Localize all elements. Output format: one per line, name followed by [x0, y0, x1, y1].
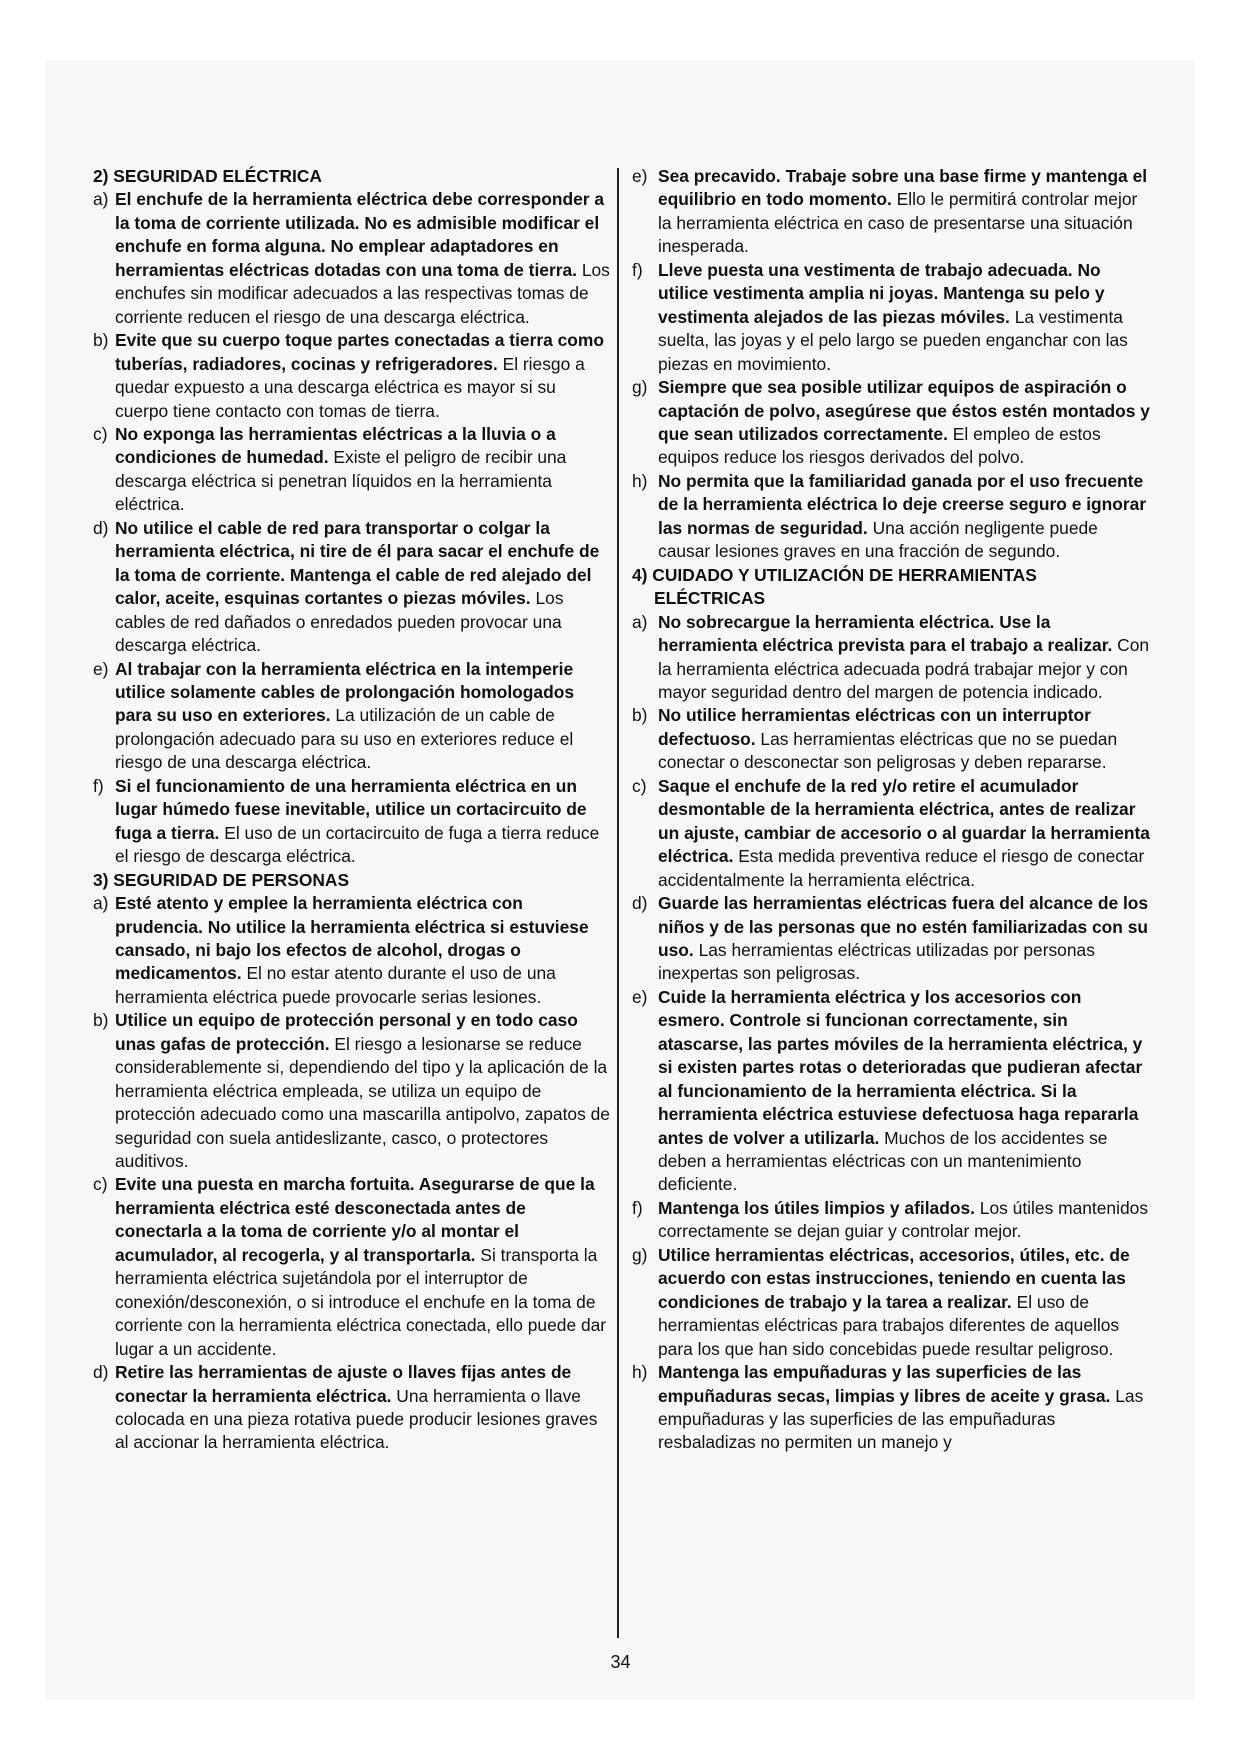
- item-letter: f): [632, 259, 643, 280]
- item-letter: d): [93, 517, 109, 538]
- item-explanation: Los cables de red dañados o enredados pueden provocar una descarga eléctrica.: [115, 588, 564, 656]
- item-explanation: Con la herramienta eléctrica adecuada podrá trabajar mejor y con mayor seguridad dentro del margen de potencia indicado.: [658, 635, 1150, 702]
- safety-item: [93, 775, 613, 869]
- left-column: [93, 165, 613, 1455]
- safety-item: [632, 259, 1152, 376]
- right-column: [632, 165, 1152, 1455]
- item-instruction: No sobrecargue la herramienta eléctrica. Use la herramienta eléctrica prevista para el trabajo a realizar.: [658, 611, 1113, 656]
- item-letter: h): [632, 470, 648, 491]
- section-items: [632, 611, 1152, 1455]
- item-instruction: El enchufe de la herramienta eléctrica debe corresponder a la toma de corriente utilizada. No es admisible modificar el enchufe en forma alguna. No emplear adaptadores en herramientas eléctricas dotadas con una toma de tierra.: [115, 189, 605, 280]
- section-items: [93, 892, 613, 1455]
- item-instruction: Lleve puesta una vestimenta de trabajo adecuada. No utilice vestimenta amplia ni joyas. Mantenga su pelo y vestimenta alejados de las piezas móviles.: [658, 259, 1105, 327]
- item-letter: c): [93, 423, 108, 444]
- item-letter: a): [93, 189, 109, 210]
- page-number: 34: [610, 1652, 631, 1672]
- safety-item: [632, 1361, 1152, 1455]
- item-letter: g): [632, 1244, 648, 1265]
- safety-item: [632, 376, 1152, 470]
- safety-item: [93, 423, 613, 517]
- item-explanation: El uso de un cortacircuito de fuga a tierra reduce el riesgo de descarga eléctrica.: [115, 822, 600, 867]
- item-instruction: Siempre que sea posible utilizar equipos de aspiración o captación de polvo, asegúrese que éstos estén montados y que sean utilizados correctamente.: [658, 377, 1150, 444]
- safety-item: [93, 517, 613, 658]
- item-explanation: El empleo de estos equipos reduce los riesgos derivados del polvo.: [658, 423, 1101, 468]
- item-explanation: Si transporta la herramienta eléctrica sujetándola por el interruptor de conexión/desconexión, o si introduce el enchufe en la toma de corriente con la herramienta eléctrica conectada, ello puede dar lugar a un accidente.: [115, 1244, 607, 1359]
- item-instruction: Utilice un equipo de protección personal y en todo caso unas gafas de protección.: [115, 1010, 578, 1054]
- item-explanation: La utilización de un cable de prolongación adecuado para su uso en exteriores reduce el riesgo de una descarga eléctrica.: [115, 705, 574, 773]
- item-letter: f): [93, 775, 104, 796]
- item-letter: g): [632, 377, 648, 398]
- item-explanation: Ello le permitirá controlar mejor la herramienta eléctrica en caso de presentarse una situación inesperada.: [658, 189, 1138, 257]
- item-explanation: Muchos de los accidentes se deben a herramientas eléctricas con un mantenimiento deficiente.: [658, 1127, 1108, 1195]
- item-letter: a): [632, 611, 648, 632]
- item-instruction: Cuide la herramienta eléctrica y los accesorios con esmero. Controle si funcionan correctamente, sin atascarse, las partes móviles de la herramienta eléctrica, y si existen partes rotas o deterioradas que pudieran afectar al funcionamiento de la herramienta eléctrica. Si la herramienta eléctrica estuviese defectuosa haga repararla antes de volver a utilizarla.: [658, 986, 1143, 1148]
- item-instruction: Si el funcionamiento de una herramienta eléctrica en un lugar húmedo fuese inevitable, utilice un cortacircuito de fuga a tierra.: [115, 775, 587, 843]
- item-instruction: No utilice herramientas eléctricas con un interruptor defectuoso.: [658, 705, 1091, 749]
- safety-item: [632, 1197, 1152, 1244]
- item-instruction: Sea precavido. Trabaje sobre una base firme y mantenga el equilibrio en todo momento.: [658, 166, 1148, 210]
- safety-item: [632, 775, 1152, 892]
- item-instruction: Al trabajar con la herramienta eléctrica en la intemperie utilice solamente cables de prolongación homologados para su uso en exteriores.: [115, 658, 575, 726]
- item-letter: d): [632, 893, 648, 914]
- section-heading-electrical-safety: 2) SEGURIDAD ELÉCTRICA: [93, 166, 322, 186]
- item-instruction: Mantenga las empuñaduras y las superficies de las empuñaduras secas, limpias y libres de aceite y grasa.: [658, 1362, 1111, 1406]
- item-instruction: Mantenga los útiles limpios y afilados.: [658, 1197, 975, 1218]
- heading-line: 4) CUIDADO Y UTILIZACIÓN DE HERRAMIENTAS: [632, 564, 1037, 585]
- item-instruction: Retire las herramientas de ajuste o llaves fijas antes de conectar la herramienta eléctrica.: [115, 1362, 572, 1406]
- item-instruction: Guarde las herramientas eléctricas fuera del alcance de los niños y de las personas que no estén familiarizadas con su uso.: [658, 893, 1149, 960]
- item-explanation: Los útiles mantenidos correctamente se dejan guiar y controlar mejor.: [658, 1197, 1149, 1242]
- item-explanation: Una acción negligente puede causar lesiones graves en una fracción de segundo.: [658, 517, 1098, 562]
- safety-item: [93, 1173, 613, 1361]
- item-letter: a): [93, 893, 109, 914]
- item-explanation: Las empuñaduras y las superficies de las empuñaduras resbaladizas no permiten un manejo y: [658, 1385, 1144, 1453]
- item-letter: b): [632, 705, 648, 726]
- item-explanation: Las herramientas eléctricas que no se puedan conectar o desconectar son peligrosas y deben repararse.: [658, 728, 1118, 773]
- item-instruction: Evite una puesta en marcha fortuita. Asegurarse de que la herramienta eléctrica esté desconectada antes de conectarla a la toma de corriente y/o al montar el acumulador, al recogerla, y al transportarla.: [115, 1174, 595, 1265]
- safety-item: [93, 329, 613, 423]
- safety-item: [93, 892, 613, 1009]
- safety-item: [93, 1361, 613, 1455]
- item-instruction: Evite que su cuerpo toque partes conectadas a tierra como tuberías, radiadores, cocinas y refrigeradores.: [115, 330, 605, 374]
- item-explanation: La vestimenta suelta, las joyas y el pelo largo se pueden enganchar con las piezas en movimiento.: [658, 306, 1128, 374]
- section-heading-tool-care: [632, 564, 1152, 611]
- safety-item: [632, 470, 1152, 564]
- item-explanation: Los enchufes sin modificar adecuados a las respectivas tomas de corriente reducen el riesgo de una descarga eléctrica.: [115, 259, 610, 327]
- item-letter: e): [632, 166, 648, 186]
- item-instruction: No utilice el cable de red para transportar o colgar la herramienta eléctrica, ni tire de él para sacar el enchufe de la toma de corriente. Mantenga el cable de red alejado del calor, aceite, esquinas cortantes o piezas móviles.: [115, 517, 600, 609]
- item-explanation: El riesgo a lesionarse se reduce considerablemente si, dependiendo del tipo y la aplicación de la herramienta eléctrica empleada, se utiliza un equipo de protección adecuado como una mascarilla antipolvo, zapatos de seguridad con suela antideslizante, casco, o protectores auditivos.: [115, 1033, 610, 1172]
- item-letter: h): [632, 1362, 648, 1383]
- safety-item: [632, 1244, 1152, 1361]
- item-explanation: El riesgo a quedar expuesto a una descarga eléctrica es mayor si su cuerpo tiene contacto con tomas de tierra.: [115, 353, 585, 421]
- safety-item: [93, 188, 613, 329]
- section-items: [632, 165, 1152, 564]
- item-explanation: El uso de herramientas eléctricas para trabajos diferentes de aquellos para los que han sido concebidas puede resultar peligroso.: [658, 1291, 1120, 1359]
- safety-item: [93, 658, 613, 775]
- item-instruction: No exponga las herramientas eléctricas a la lluvia o a condiciones de humedad.: [115, 423, 556, 468]
- item-instruction: Utilice herramientas eléctricas, accesorios, útiles, etc. de acuerdo con estas instrucciones, teniendo en cuenta las condiciones de trabajo y la tarea a realizar.: [658, 1244, 1130, 1312]
- section-heading-personal-safety: 3) SEGURIDAD DE PERSONAS: [93, 869, 350, 890]
- item-instruction: Saque el enchufe de la red y/o retire el acumulador desmontable de la herramienta eléctrica, antes de realizar un ajuste, cambiar de accesorio o al guardar la herramienta eléctrica.: [658, 775, 1150, 867]
- safety-item: [632, 986, 1152, 1197]
- safety-item: [632, 892, 1152, 986]
- item-explanation: Existe el peligro de recibir una descarga eléctrica si penetran líquidos en la herramienta eléctrica.: [115, 447, 567, 515]
- item-letter: e): [632, 986, 648, 1007]
- item-explanation: El no estar atento durante el uso de una herramienta eléctrica puede provocarle serias lesiones.: [115, 963, 556, 1007]
- item-letter: c): [632, 775, 647, 796]
- item-explanation: Las herramientas eléctricas utilizadas por personas inexpertas son peligrosas.: [658, 939, 1095, 984]
- safety-item: [93, 1009, 613, 1173]
- item-letter: d): [93, 1362, 109, 1383]
- item-instruction: No permita que la familiaridad ganada por el uso frecuente de la herramienta eléctrica lo deje creerse seguro e ignorar las normas de seguridad.: [658, 470, 1147, 538]
- safety-item: [632, 704, 1152, 774]
- item-letter: f): [632, 1197, 643, 1218]
- safety-item: [632, 165, 1152, 259]
- column-divider: [617, 168, 619, 1638]
- item-letter: e): [93, 658, 109, 679]
- item-letter: b): [93, 330, 109, 351]
- item-explanation: Una herramienta o llave colocada en una pieza rotativa puede producir lesiones graves al accionar la herramienta eléctrica.: [115, 1385, 598, 1453]
- item-instruction: Esté atento y emplee la herramienta eléctrica con prudencia. No utilice la herramienta eléctrica si estuviese cansado, ni bajo los efectos de alcohol, drogas o medicamentos.: [115, 893, 589, 984]
- safety-item: [632, 611, 1152, 705]
- item-letter: c): [93, 1174, 108, 1195]
- section-items: [93, 188, 613, 868]
- item-explanation: Esta medida preventiva reduce el riesgo de conectar accidentalmente la herramienta eléctrica.: [658, 846, 1145, 890]
- item-letter: b): [93, 1010, 109, 1031]
- heading-line: ELÉCTRICAS: [654, 588, 766, 609]
